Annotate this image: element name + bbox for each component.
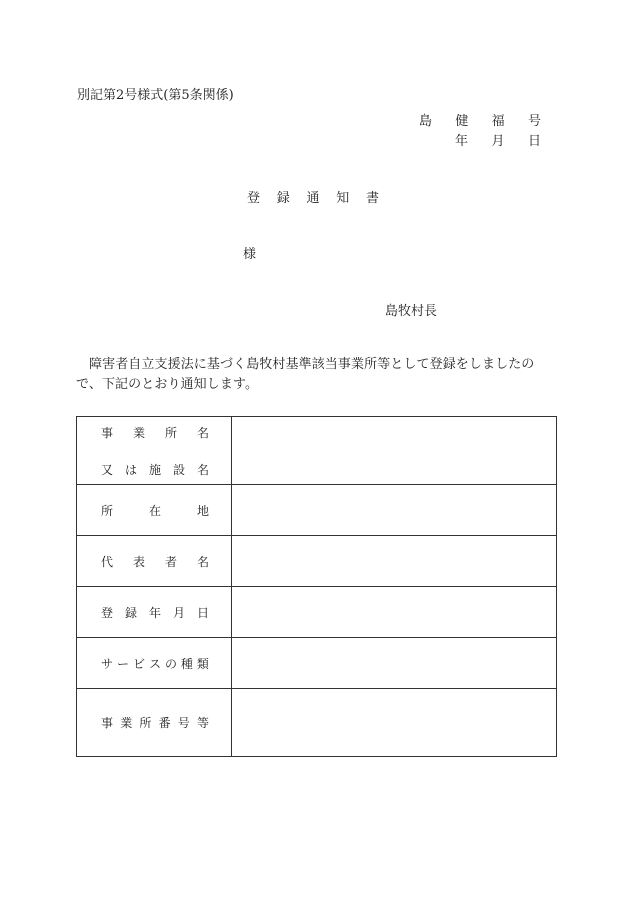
value-representative[interactable]: [232, 536, 557, 587]
addressee: 様: [243, 247, 257, 262]
sender-name: 島牧村長: [385, 304, 438, 319]
table-row: [77, 638, 557, 689]
row-label-facility-name: 事 業 所 名 又 は 施 設 名: [77, 417, 232, 485]
value-location[interactable]: [232, 485, 557, 536]
table-row: [77, 536, 557, 587]
value-office-number[interactable]: [232, 689, 557, 757]
issue-date: 年 月 日: [455, 134, 541, 149]
reference-number: 島 健 福 号: [419, 114, 541, 129]
row-label-registration-date: 登 録 年 月 日: [77, 587, 232, 638]
value-service-type[interactable]: [232, 638, 557, 689]
details-table: [76, 416, 557, 757]
value-facility-name[interactable]: [232, 417, 557, 485]
row-label-office-number: 事 業 所 番 号 等: [77, 689, 232, 757]
table-row: [77, 587, 557, 638]
notice-body: 障害者自立支援法に基づく島牧村基準該当事業所等として登録をしましたので、下記のとおり通知します。: [76, 357, 535, 392]
table-row: [77, 689, 557, 757]
row-label-representative: 代 表 者 名: [77, 536, 232, 587]
table-row: [77, 485, 557, 536]
form-label: 別記第2号様式(第5条関係): [77, 88, 234, 103]
document-title: 登 録 通 知 書: [247, 191, 379, 206]
value-registration-date[interactable]: [232, 587, 557, 638]
table-row: [77, 417, 557, 485]
row-label-service-type: サ ー ビ ス の 種 類: [77, 638, 232, 689]
row-label-location: 所 在 地: [77, 485, 232, 536]
